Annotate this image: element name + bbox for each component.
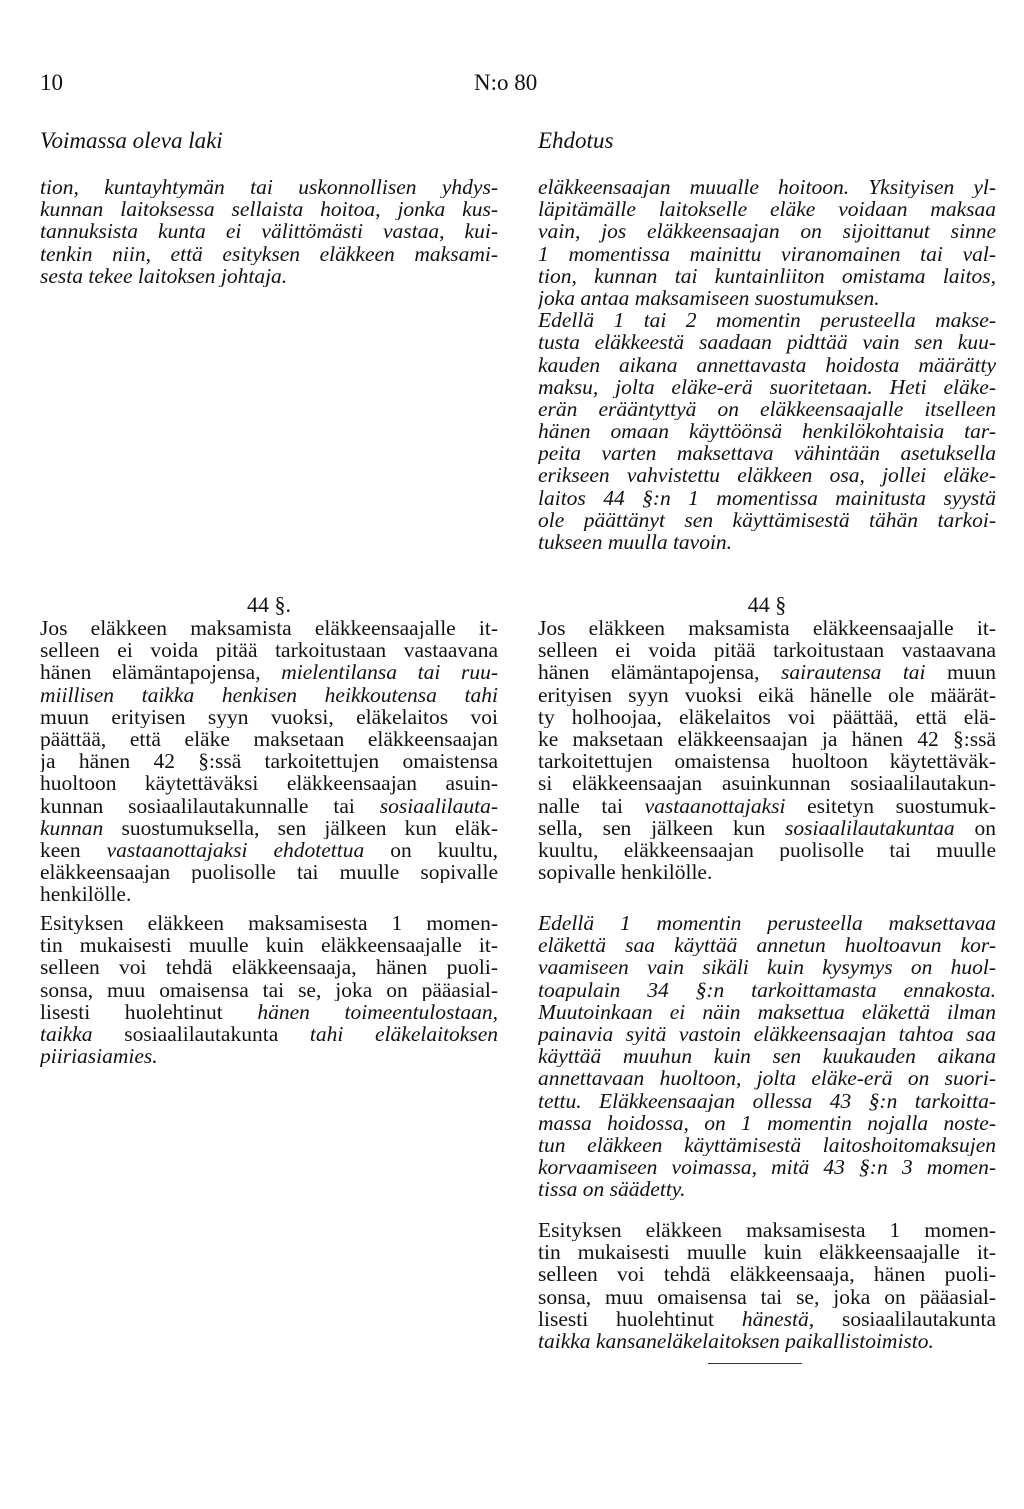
text-line: tusta eläkkeestä saadaan pidttää vain sen kuu- bbox=[538, 331, 996, 354]
text-line: eläkkeensaajan muualle hoitoon. Yksityisen yl- bbox=[538, 176, 996, 199]
text-line: taikka sosiaalilautakunta tahi eläkelaitoksen bbox=[40, 1022, 498, 1046]
right-paragraph-1 bbox=[538, 617, 996, 883]
text-line: tarkoitettujen omaistensa huoltoon käytettäväk- bbox=[538, 750, 996, 773]
text-line: toapulain 34 §:n tarkoittamasta ennakosta. bbox=[538, 978, 996, 1001]
text-line: tin mukaisesti muulle kuin eläkkeensaajalle it- bbox=[538, 1241, 996, 1264]
text-line: eläkkeensaajan puolisolle tai muulle sopivalle bbox=[40, 861, 498, 884]
text-line: huoltoon käytettäväksi eläkkeensaajan asuin- bbox=[40, 772, 498, 795]
text-line: Esityksen eläkkeen maksamisesta 1 momen- bbox=[40, 912, 498, 935]
text-line: päättää, että eläke maksetaan eläkkeensaajan bbox=[40, 727, 498, 751]
text-line: lisesti huolehtinut hänestä, sosiaalilautakunta bbox=[538, 1307, 996, 1330]
right-italic-paragraph bbox=[538, 912, 996, 1200]
text-line: tenkin niin, että esityksen eläkkeen maksami- bbox=[40, 242, 498, 265]
text-line: muun erityisen syyn vuoksi, eläkelaitos voi bbox=[40, 705, 498, 728]
text-line: tion, kunnan tai kuntainliiton omistama laitos, bbox=[538, 264, 996, 287]
left-top-italic-text bbox=[40, 176, 498, 287]
text-line: käyttää muuhun kuin sen kuukauden aikana bbox=[538, 1045, 996, 1068]
text-line: ole päättänyt sen käyttämisestä tähän tarkoi- bbox=[538, 508, 996, 531]
text-line: Jos eläkkeen maksamista eläkkeensaajalle it- bbox=[40, 617, 498, 640]
text-line: erikseen vahvistettu eläkkeen osa, jollei eläke- bbox=[538, 464, 996, 487]
text-line: tannuksista kunta ei välittömästi vastaa, kui- bbox=[40, 220, 498, 243]
right-section-title: 44 § bbox=[747, 592, 787, 617]
text-line: kauden aikana annettavasta hoidosta määrätty bbox=[538, 353, 996, 376]
text-line: Jos eläkkeen maksamista eläkkeensaajalle it- bbox=[538, 617, 996, 640]
text-line: painavia syitä vastoin eläkkeensaajan tahtoa saa bbox=[538, 1022, 996, 1046]
document-number: N:o 80 bbox=[474, 70, 538, 95]
text-line: sella, sen jälkeen kun sosiaalilautakuntaa on bbox=[538, 816, 996, 839]
text-line: eläkettä saa käyttää annetun huoltoavun kor- bbox=[538, 934, 996, 957]
text-line: taikka kansaneläkelaitoksen paikallistoimisto. bbox=[538, 1329, 934, 1353]
text-line: miillisen taikka henkisen heikkoutensa tahi bbox=[40, 683, 498, 706]
text-line: peita varten maksettava vähintään asetuksella bbox=[538, 442, 996, 465]
text-line: piiriasiamies. bbox=[40, 1045, 158, 1068]
left-paragraph-2 bbox=[40, 912, 498, 1067]
text-line: keen vastaanottajaksi ehdotettua on kuultu, bbox=[40, 838, 498, 862]
text-line: annettavaan huoltoon, jolta eläke-erä on suori- bbox=[538, 1067, 996, 1090]
text-line: selleen voi tehdä eläkkeensaaja, hänen puoli- bbox=[40, 956, 498, 979]
end-rule bbox=[708, 1363, 802, 1364]
text-line: ty holhoojaa, eläkelaitos voi päättää, että elä- bbox=[538, 705, 996, 728]
text-line: kunnan suostumuksella, sen jälkeen kun eläk- bbox=[40, 816, 498, 839]
text-line: hänen elämäntapojensa, sairautensa tai muun bbox=[538, 661, 996, 684]
right-top-italic-text bbox=[538, 176, 996, 553]
text-line: hänen elämäntapojensa, mielentilansa tai ruu- bbox=[40, 661, 498, 684]
text-line: erityisen syyn vuoksi eikä hänelle ole määrät- bbox=[538, 683, 996, 706]
text-line: tukseen muulla tavoin. bbox=[538, 531, 733, 554]
text-line: nalle tai vastaanottajaksi esitetyn suostumuk- bbox=[538, 794, 996, 817]
left-column-heading: Voimassa oleva laki bbox=[40, 128, 223, 153]
text-line: ja hänen 42 §:ssä tarkoitettujen omaistensa bbox=[40, 750, 498, 773]
text-line: si eläkkeensaajan asuinkunnan sosiaalilautakun- bbox=[538, 772, 996, 795]
text-line: sonsa, muu omaisensa tai se, joka on pääasial- bbox=[40, 978, 498, 1001]
text-line: hänen omaan käyttöönsä henkilökohtaisia tar- bbox=[538, 420, 996, 443]
right-paragraph-2 bbox=[538, 1219, 996, 1352]
text-line: sonsa, muu omaisensa tai se, joka on pääasial- bbox=[538, 1285, 996, 1308]
text-line: Edellä 1 momentin perusteella maksettavaa bbox=[538, 912, 996, 935]
text-line: joka antaa maksamiseen suostumuksen. bbox=[538, 286, 880, 310]
text-line: kuultu, eläkkeensaajan puolisolle tai muulle bbox=[538, 838, 996, 862]
text-line: läpitämälle laitokselle eläke voidaan maksaa bbox=[538, 198, 996, 221]
text-line: kunnan sosiaalilautakunnalle tai sosiaalilauta- bbox=[40, 794, 498, 817]
text-line: laitos 44 §:n 1 momentissa mainitusta syystä bbox=[538, 486, 996, 509]
text-line: tettu. Eläkkeensaajan ollessa 43 §:n tarkoitta- bbox=[538, 1089, 996, 1112]
text-line: 1 momentissa mainittu viranomainen tai val- bbox=[538, 242, 996, 265]
text-line: lisesti huolehtinut hänen toimeentulostaan, bbox=[40, 1000, 498, 1023]
text-line: Esityksen eläkkeen maksamisesta 1 momen- bbox=[538, 1219, 996, 1242]
right-column-heading: Ehdotus bbox=[538, 128, 614, 153]
text-line: maksu, jolta eläke-erä suoritetaan. Heti eläke- bbox=[538, 375, 996, 398]
text-line: selleen voi tehdä eläkkeensaaja, hänen puoli- bbox=[538, 1263, 996, 1286]
text-line: selleen ei voida pitää tarkoitustaan vastaavana bbox=[538, 639, 996, 662]
text-line: vain, jos eläkkeensaajan on sijoittanut sinne bbox=[538, 220, 996, 243]
text-line: ke maksetaan eläkkeensaajan ja hänen 42 §:ssä bbox=[538, 727, 996, 751]
text-line: tin mukaisesti muulle kuin eläkkeensaajalle it- bbox=[40, 934, 498, 957]
text-line: tissa on säädetty. bbox=[538, 1178, 686, 1201]
page-number: 10 bbox=[40, 70, 63, 95]
left-paragraph-1 bbox=[40, 617, 498, 905]
text-line: sesta tekee laitoksen johtaja. bbox=[40, 264, 288, 287]
text-line: erän erääntyttyä on eläkkeensaajalle itselleen bbox=[538, 397, 996, 421]
text-line: vaamiseen vain sikäli kuin kysymys on huol- bbox=[538, 956, 996, 979]
text-line: korvaamiseen voimassa, mitä 43 §:n 3 momen- bbox=[538, 1156, 996, 1179]
text-line: Edellä 1 tai 2 momentin perusteella makse- bbox=[538, 309, 996, 332]
left-section-title: 44 §. bbox=[247, 592, 291, 617]
text-line: tion, kuntayhtymän tai uskonnollisen yhdys- bbox=[40, 176, 498, 199]
text-line: henkilölle. bbox=[40, 883, 132, 906]
text-line: kunnan laitoksessa sellaista hoitoa, jonka kus- bbox=[40, 198, 498, 221]
text-line: Muutoinkaan ei näin maksettua eläkettä ilman bbox=[538, 1000, 996, 1023]
text-line: tun eläkkeen käyttämisestä laitoshoitomaksujen bbox=[538, 1133, 996, 1157]
text-line: selleen ei voida pitää tarkoitustaan vastaavana bbox=[40, 639, 498, 662]
text-line: massa hoidossa, on 1 momentin nojalla noste- bbox=[538, 1111, 996, 1134]
text-line: sopivalle henkilölle. bbox=[538, 861, 713, 884]
